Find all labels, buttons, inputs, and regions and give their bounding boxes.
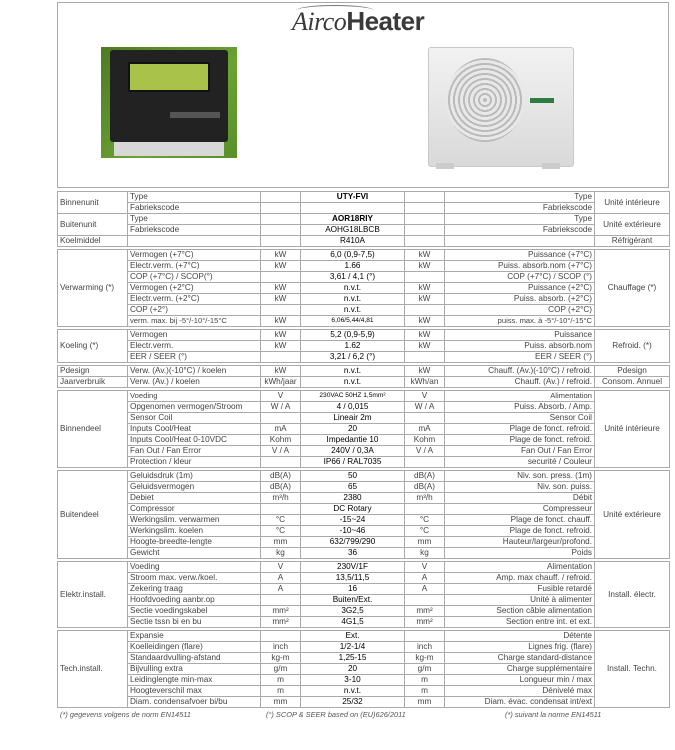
row-unit: kW: [261, 330, 301, 341]
row-unit-fr: [405, 504, 445, 515]
row-label-nl: Hoogte-breedte-lengte: [128, 537, 261, 548]
row-label-nl: Protection / kleur: [128, 457, 261, 468]
row-unit-fr: [405, 413, 445, 424]
row-label-nl: Type: [128, 192, 261, 203]
row-label-nl: Koelleidingen (flare): [128, 642, 261, 653]
row-label-fr: Fan Out / Fan Error: [445, 446, 595, 457]
row-label-fr: Chauff. (Av.)(-10°C) / refroid.: [445, 366, 595, 377]
row-unit-fr: W / A: [405, 402, 445, 413]
row-value: 6,06/5,44/4,81: [301, 316, 405, 327]
row-unit: mm: [261, 537, 301, 548]
row-unit: m: [261, 675, 301, 686]
row-value: UTY-FVI: [301, 192, 405, 203]
row-label-nl: Voeding: [128, 562, 261, 573]
row-unit: [261, 203, 301, 214]
row-unit-fr: kg-m: [405, 653, 445, 664]
row-label-fr: Débit: [445, 493, 595, 504]
row-unit-fr: kW: [405, 294, 445, 305]
row-label-nl: Electr.verm.: [128, 341, 261, 352]
section-label-fr: Install. Techn.: [595, 631, 670, 708]
row-label-fr: Compresseur: [445, 504, 595, 515]
row-value: 230VAC 50HZ 1,5mm²: [301, 391, 405, 402]
row-value: 3-10: [301, 675, 405, 686]
row-label-fr: Plage de fonct. refroid.: [445, 435, 595, 446]
row-unit-fr: [405, 352, 445, 363]
row-label-nl: Bijvulling extra: [128, 664, 261, 675]
row-value: R410A: [301, 236, 405, 247]
row-label-fr: Alimentation: [445, 391, 595, 402]
row-unit: kW: [261, 366, 301, 377]
row-value: 4G1,5: [301, 617, 405, 628]
row-unit-fr: [405, 203, 445, 214]
row-unit: g/m: [261, 664, 301, 675]
section-label-nl: Jaarverbruik: [58, 377, 128, 388]
row-label-nl: Werkingslim. verwarmen: [128, 515, 261, 526]
row-value: 65: [301, 482, 405, 493]
row-unit-fr: [405, 225, 445, 236]
spec-row: [58, 377, 670, 388]
row-value: n.v.t.: [301, 294, 405, 305]
section-label-nl: Elektr.install.: [58, 562, 128, 628]
row-value: 16: [301, 584, 405, 595]
spec-row: [58, 664, 670, 675]
row-unit: W / A: [261, 402, 301, 413]
row-label-fr: Section câble alimentation: [445, 606, 595, 617]
section-label-nl: Buitendeel: [58, 471, 128, 559]
row-label-nl: Expansie: [128, 631, 261, 642]
row-unit-fr: dB(A): [405, 482, 445, 493]
section-label-nl: Pdesign: [58, 366, 128, 377]
row-label-fr: Amp. max chauff. / refroid.: [445, 573, 595, 584]
row-unit: kW: [261, 294, 301, 305]
row-value: Ext.: [301, 631, 405, 642]
spec-row: [58, 283, 670, 294]
spec-row: [58, 435, 670, 446]
row-label-fr: Plage de fonct. refroid.: [445, 526, 595, 537]
spec-row: [58, 330, 670, 341]
spec-row: [58, 482, 670, 493]
row-value: 6,0 (0,9-7,5): [301, 250, 405, 261]
row-unit-fr: kWh/an: [405, 377, 445, 388]
row-value: 1,25-15: [301, 653, 405, 664]
row-label-fr: Section entre int. et ext.: [445, 617, 595, 628]
section-label-fr: Consom. Annuel: [595, 377, 670, 388]
footnote-left: (*) gegevens volgens de norm EN14511: [60, 710, 191, 719]
row-unit-fr: mm²: [405, 606, 445, 617]
row-unit-fr: V: [405, 391, 445, 402]
section-label-fr: Pdesign: [595, 366, 670, 377]
row-unit: m: [261, 686, 301, 697]
section-label-fr: Unité extérieure: [595, 471, 670, 559]
section-label-fr: Unité intérieure: [595, 391, 670, 468]
row-label-nl: Verw. (Av.) / koelen: [128, 377, 261, 388]
row-unit: kW: [261, 250, 301, 261]
spec-row: [58, 504, 670, 515]
row-unit-fr: m: [405, 686, 445, 697]
row-unit: A: [261, 573, 301, 584]
row-unit: kW: [261, 261, 301, 272]
row-label-fr: Type: [445, 214, 595, 225]
row-label-nl: Standaardvulling-afstand: [128, 653, 261, 664]
row-unit: °C: [261, 526, 301, 537]
row-unit-fr: [405, 214, 445, 225]
row-label-fr: Charge supplémentaire: [445, 664, 595, 675]
spec-row: [58, 391, 670, 402]
row-unit: V / A: [261, 446, 301, 457]
row-unit: [261, 631, 301, 642]
row-unit: mm²: [261, 617, 301, 628]
row-unit-fr: [405, 272, 445, 283]
spec-row: [58, 272, 670, 283]
row-label-fr: Unité à alimenter: [445, 595, 595, 606]
row-value: 20: [301, 664, 405, 675]
spec-row: [58, 316, 670, 327]
row-unit-fr: [405, 192, 445, 203]
section-label-fr: Refroid. (*): [595, 330, 670, 363]
row-label-fr: Plage de fonct. refroid.: [445, 424, 595, 435]
spec-row: [58, 236, 670, 247]
row-unit-fr: kW: [405, 366, 445, 377]
row-label-nl: verm. max. bij -5°/-10°/-15°C: [128, 316, 261, 327]
row-label-nl: Fan Out / Fan Error: [128, 446, 261, 457]
row-value: Buiten/Ext.: [301, 595, 405, 606]
row-value: 20: [301, 424, 405, 435]
row-value: 3G2,5: [301, 606, 405, 617]
section-label-nl: Koeling (*): [58, 330, 128, 363]
spec-row: [58, 584, 670, 595]
row-value: 3,21 / 6,2 (°): [301, 352, 405, 363]
row-label-nl: Inputs Cool/Heat 0-10VDC: [128, 435, 261, 446]
row-unit: [261, 236, 301, 247]
row-unit: mm: [261, 697, 301, 708]
row-label-nl: Verw. (Av.)(-10°C) / koelen: [128, 366, 261, 377]
row-value: 632/799/290: [301, 537, 405, 548]
section-label-fr: Unité extérieure: [595, 214, 670, 236]
row-label-fr: COP (+2°C): [445, 305, 595, 316]
row-unit: [261, 225, 301, 236]
row-value: n.v.t.: [301, 305, 405, 316]
row-label-fr: COP (+7°C) / SCOP (°): [445, 272, 595, 283]
row-unit: m³/h: [261, 493, 301, 504]
row-label-fr: Longueur min / max: [445, 675, 595, 686]
row-label-nl: Type: [128, 214, 261, 225]
row-label-nl: Vermogen (+7°C): [128, 250, 261, 261]
row-label-fr: Fusible retardé: [445, 584, 595, 595]
spec-row: [58, 402, 670, 413]
row-unit-fr: A: [405, 573, 445, 584]
row-unit-fr: mm²: [405, 617, 445, 628]
spec-row: [58, 457, 670, 468]
row-value: 36: [301, 548, 405, 559]
spec-row: [58, 617, 670, 628]
row-label-nl: Fabriekscode: [128, 203, 261, 214]
row-label-nl: Vermogen: [128, 330, 261, 341]
spec-row: [58, 214, 670, 225]
row-unit: kW: [261, 341, 301, 352]
row-unit-fr: [405, 305, 445, 316]
spec-row: [58, 537, 670, 548]
row-label-fr: Puissance (+2°C): [445, 283, 595, 294]
row-unit-fr: mm: [405, 537, 445, 548]
spec-row: [58, 573, 670, 584]
brand-logo: [292, 6, 424, 37]
row-unit-fr: °C: [405, 515, 445, 526]
row-label-nl: [128, 236, 261, 247]
row-label-fr: Puiss. absorb.nom: [445, 341, 595, 352]
row-label-fr: Chauff. (Av.) / refroid.: [445, 377, 595, 388]
section-label-fr: Réfrigérant: [595, 236, 670, 247]
row-unit: [261, 352, 301, 363]
row-label-nl: Sensor Coil: [128, 413, 261, 424]
section-label-nl: Binnenunit: [58, 192, 128, 214]
row-label-fr: Poids: [445, 548, 595, 559]
row-unit-fr: kW: [405, 316, 445, 327]
section-label-fr: Chauffage (*): [595, 250, 670, 327]
row-label-nl: Opgenomen vermogen/Stroom: [128, 402, 261, 413]
row-value: -10~46: [301, 526, 405, 537]
row-unit-fr: V / A: [405, 446, 445, 457]
row-label-nl: Sectie voedingskabel: [128, 606, 261, 617]
row-unit: inch: [261, 642, 301, 653]
row-value: n.v.t.: [301, 366, 405, 377]
row-unit-fr: inch: [405, 642, 445, 653]
spec-row: [58, 493, 670, 504]
row-label-nl: Debiet: [128, 493, 261, 504]
row-label-fr: securité / Couleur: [445, 457, 595, 468]
footnote-middle: (°) SCOP & SEER based on (EU)626/2011: [266, 710, 406, 719]
spec-row: [58, 305, 670, 316]
row-unit: mm²: [261, 606, 301, 617]
row-label-fr: [445, 236, 595, 247]
row-unit: °C: [261, 515, 301, 526]
section-label-fr: Install. électr.: [595, 562, 670, 628]
row-unit-fr: kW: [405, 341, 445, 352]
row-value: 1.62: [301, 341, 405, 352]
spec-row: [58, 606, 670, 617]
row-unit: Kohm: [261, 435, 301, 446]
section-label-nl: Tech.install.: [58, 631, 128, 708]
row-value: 50: [301, 471, 405, 482]
row-unit: [261, 457, 301, 468]
row-label-fr: Niv. son. press. (1m): [445, 471, 595, 482]
section-label-fr: Unité intérieure: [595, 192, 670, 214]
row-unit-fr: mA: [405, 424, 445, 435]
row-unit: [261, 305, 301, 316]
row-label-fr: Puiss. absorb. (+2°C): [445, 294, 595, 305]
brand-part1: Airco: [292, 7, 347, 36]
row-unit-fr: m³/h: [405, 493, 445, 504]
row-label-fr: Niv. son. puiss.: [445, 482, 595, 493]
row-unit: dB(A): [261, 482, 301, 493]
row-value: Lineair 2m: [301, 413, 405, 424]
row-label-nl: Hoogteverschil max: [128, 686, 261, 697]
row-unit-fr: [405, 236, 445, 247]
row-label-fr: Diam. évac. condensat int/ext: [445, 697, 595, 708]
row-label-nl: Geluidsdruk (1m): [128, 471, 261, 482]
row-value: 240V / 0,3A: [301, 446, 405, 457]
row-label-fr: Détente: [445, 631, 595, 642]
row-label-nl: Compressor: [128, 504, 261, 515]
row-unit-fr: mm: [405, 697, 445, 708]
row-label-nl: Leidinglengte min-max: [128, 675, 261, 686]
row-unit: kW: [261, 316, 301, 327]
row-label-nl: Geluidsvermogen: [128, 482, 261, 493]
row-label-fr: puiss. max. à -5°/-10°/-15°C: [445, 316, 595, 327]
spec-row: [58, 261, 670, 272]
row-label-nl: Zekering traag: [128, 584, 261, 595]
row-label-nl: Werkingslim. koelen: [128, 526, 261, 537]
row-value: -15~24: [301, 515, 405, 526]
row-label-nl: Voeding: [128, 391, 261, 402]
row-label-fr: Lignes frig. (flare): [445, 642, 595, 653]
spec-row: [58, 686, 670, 697]
spec-row: [58, 413, 670, 424]
row-label-fr: Fabriekscode: [445, 203, 595, 214]
row-value: 5,2 (0,9-5,9): [301, 330, 405, 341]
row-label-fr: Puiss. absorb.nom (+7°C): [445, 261, 595, 272]
row-value: Impedantie 10: [301, 435, 405, 446]
row-label-nl: Inputs Cool/Heat: [128, 424, 261, 435]
row-unit-fr: Kohm: [405, 435, 445, 446]
row-unit-fr: kW: [405, 261, 445, 272]
row-value: 25/32: [301, 697, 405, 708]
row-value: 4 / 0,015: [301, 402, 405, 413]
row-unit-fr: A: [405, 584, 445, 595]
row-unit-fr: [405, 595, 445, 606]
row-unit-fr: V: [405, 562, 445, 573]
row-label-nl: Electr.verm. (+2°C): [128, 294, 261, 305]
row-value: [301, 203, 405, 214]
row-label-fr: Sensor Coil: [445, 413, 595, 424]
row-label-nl: Stroom max. verw./koel.: [128, 573, 261, 584]
row-unit: kWh/jaar: [261, 377, 301, 388]
spec-row: [58, 642, 670, 653]
row-unit: [261, 413, 301, 424]
spec-row: [58, 631, 670, 642]
spec-row: [58, 225, 670, 236]
spec-row: [58, 697, 670, 708]
row-unit: kg-m: [261, 653, 301, 664]
row-value: 3,61 / 4,1 (°): [301, 272, 405, 283]
row-label-fr: Plage de fonct. chauff.: [445, 515, 595, 526]
brand-part2: Heater: [346, 6, 425, 36]
spec-row: [58, 250, 670, 261]
row-unit: [261, 192, 301, 203]
row-label-fr: EER / SEER (°): [445, 352, 595, 363]
section-label-nl: Koelmiddel: [58, 236, 128, 247]
row-label-nl: Electr.verm. (+7°C): [128, 261, 261, 272]
row-value: DC Rotary: [301, 504, 405, 515]
row-unit-fr: kW: [405, 330, 445, 341]
row-value: 13,5/11,5: [301, 573, 405, 584]
row-label-nl: Fabriekscode: [128, 225, 261, 236]
row-label-fr: Puiss. Absorb. / Amp.: [445, 402, 595, 413]
row-label-nl: EER / SEER (°): [128, 352, 261, 363]
row-unit-fr: dB(A): [405, 471, 445, 482]
row-value: AOHG18LBCB: [301, 225, 405, 236]
spec-row: [58, 446, 670, 457]
row-value: n.v.t.: [301, 377, 405, 388]
row-unit-fr: [405, 457, 445, 468]
row-value: IP66 / RAL7035: [301, 457, 405, 468]
spec-row: [58, 526, 670, 537]
spec-row: [58, 424, 670, 435]
row-label-fr: Alimentation: [445, 562, 595, 573]
row-unit-fr: [405, 631, 445, 642]
spec-row: [58, 675, 670, 686]
spec-table: [57, 191, 670, 708]
spec-row: [58, 203, 670, 214]
row-unit-fr: °C: [405, 526, 445, 537]
row-unit-fr: m: [405, 675, 445, 686]
row-label-nl: Diam. condensafvoer bi/bu: [128, 697, 261, 708]
row-label-fr: Fabriekscode: [445, 225, 595, 236]
row-label-fr: Hauteur/largeur/profond.: [445, 537, 595, 548]
section-label-nl: Buitenunit: [58, 214, 128, 236]
section-label-nl: Verwarming (*): [58, 250, 128, 327]
row-unit: [261, 504, 301, 515]
spec-row: [58, 341, 670, 352]
row-label-fr: Dénivelé max: [445, 686, 595, 697]
row-label-fr: Type: [445, 192, 595, 203]
row-unit: [261, 595, 301, 606]
row-value: n.v.t.: [301, 686, 405, 697]
spec-row: [58, 562, 670, 573]
row-unit-fr: kW: [405, 250, 445, 261]
spec-row: [58, 366, 670, 377]
row-label-fr: Puissance (+7°C): [445, 250, 595, 261]
row-unit: V: [261, 562, 301, 573]
spec-row: [58, 548, 670, 559]
row-label-nl: Hoofdvoeding aanbr.op: [128, 595, 261, 606]
row-label-nl: Gewicht: [128, 548, 261, 559]
row-value: 1.66: [301, 261, 405, 272]
spec-row: [58, 192, 670, 203]
row-unit: A: [261, 584, 301, 595]
spec-row: [58, 653, 670, 664]
row-label-nl: Sectie tssn bi en bu: [128, 617, 261, 628]
row-unit: V: [261, 391, 301, 402]
row-unit: dB(A): [261, 471, 301, 482]
row-unit-fr: kg: [405, 548, 445, 559]
row-unit: mA: [261, 424, 301, 435]
row-unit-fr: kW: [405, 283, 445, 294]
row-label-nl: COP (+7°C) / SCOP(°): [128, 272, 261, 283]
row-label-nl: Vermogen (+2°C): [128, 283, 261, 294]
spec-row: [58, 515, 670, 526]
spec-row: [58, 294, 670, 305]
row-value: 1/2-1/4: [301, 642, 405, 653]
row-value: n.v.t.: [301, 283, 405, 294]
row-value: 2380: [301, 493, 405, 504]
spec-row: [58, 595, 670, 606]
row-unit: kW: [261, 283, 301, 294]
spec-row: [58, 471, 670, 482]
footnote-right: (*) suivant la norme EN14511: [505, 710, 602, 719]
row-unit: kg: [261, 548, 301, 559]
row-label-fr: Charge standard-distance: [445, 653, 595, 664]
row-unit: [261, 272, 301, 283]
row-value: 230V/1F: [301, 562, 405, 573]
row-label-fr: Puissance: [445, 330, 595, 341]
spec-row: [58, 352, 670, 363]
row-label-nl: COP (+2°): [128, 305, 261, 316]
section-label-nl: Binnendeel: [58, 391, 128, 468]
row-unit: [261, 214, 301, 225]
row-value: AOR18RIY: [301, 214, 405, 225]
row-unit-fr: g/m: [405, 664, 445, 675]
